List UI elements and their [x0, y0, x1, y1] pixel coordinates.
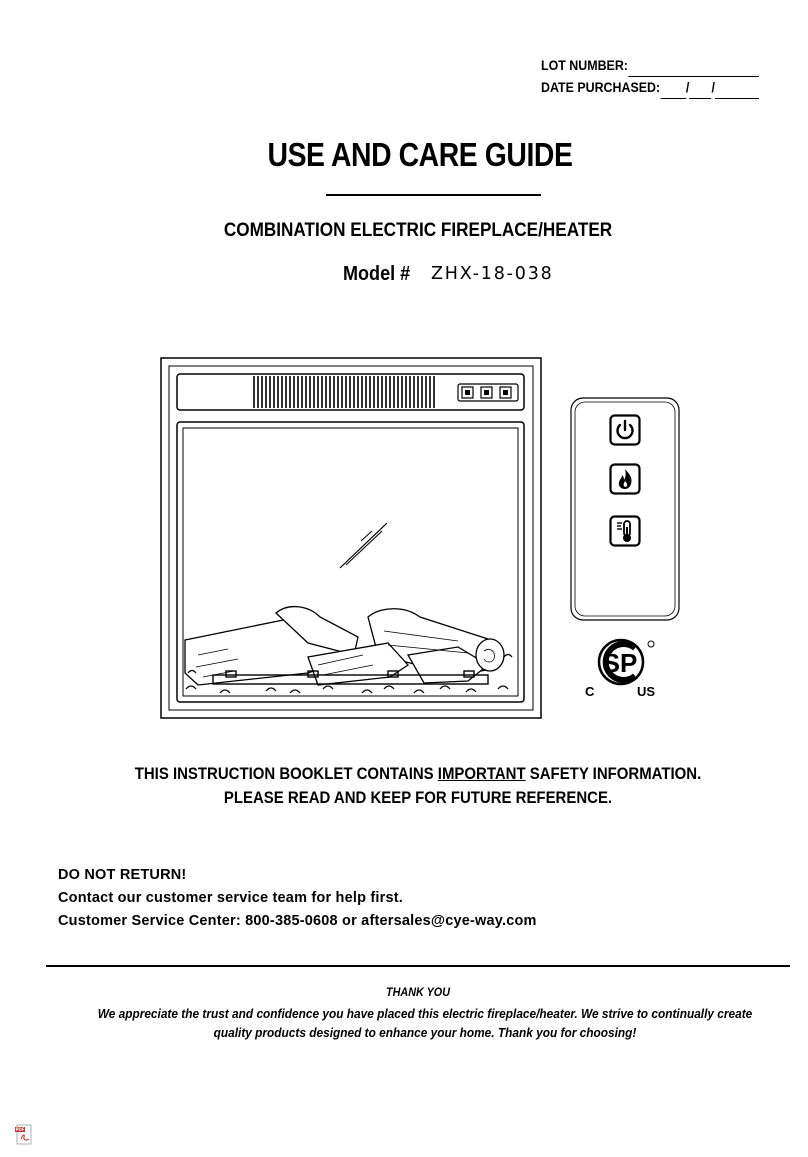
- lot-number-row: [541, 55, 759, 77]
- pdf-icon-label: PDF: [15, 1127, 25, 1132]
- pdf-file-icon: [14, 1124, 34, 1146]
- vent-grille: [254, 376, 434, 408]
- power-icon: [609, 414, 641, 446]
- date-separator: /: [711, 80, 715, 95]
- safety-notice-line-1: [50, 762, 786, 786]
- flame-icon: [609, 463, 641, 495]
- contact-info: [58, 864, 537, 933]
- thank-you-heading: THANK YOU: [385, 985, 451, 999]
- product-subtitle: COMBINATION ELECTRIC FIREPLACE/HEATER: [223, 219, 613, 241]
- remote-control: [569, 396, 681, 624]
- page-title: USE AND CARE GUIDE: [267, 136, 573, 173]
- date-purchased-row: [541, 77, 759, 99]
- customer-service-text: Customer Service Center: 800-385-0608 or aftersales@cye-way.com: [58, 913, 537, 929]
- notice-text: THIS INSTRUCTION BOOKLET CONTAINS: [134, 764, 438, 783]
- model-label: Model #: [343, 262, 411, 285]
- csa-certification-logo: [585, 634, 665, 700]
- fireplace-illustration: [158, 355, 548, 723]
- do-not-return-text: DO NOT RETURN!: [58, 867, 187, 883]
- log-set: [185, 607, 504, 685]
- date-purchased-label: DATE PURCHASED:: [541, 80, 661, 95]
- csa-left-label: C: [585, 684, 595, 699]
- thermometer-icon: [609, 515, 641, 547]
- contact-team-text: Contact our customer service team for help first.: [58, 890, 403, 906]
- csa-mark-text: SP: [602, 648, 638, 678]
- notice-emphasis: IMPORTANT: [437, 764, 526, 783]
- csa-right-label: US: [637, 684, 656, 699]
- notice-text: SAFETY INFORMATION.: [525, 764, 702, 783]
- thank-you-message: We appreciate the trust and confidence you have placed this electric fireplace/heater. We strive to continually create quality products designed to enhance your home. Thank you for choosing!: [97, 1006, 753, 1040]
- date-day-blank: [689, 84, 711, 99]
- title-divider: [326, 194, 541, 196]
- safety-notice: [50, 762, 786, 810]
- section-divider: [46, 965, 790, 967]
- model-number: ZHX-18-038: [431, 264, 554, 284]
- date-month-blank: [660, 84, 686, 99]
- lot-info: [541, 55, 759, 99]
- lot-number-blank: [628, 62, 759, 77]
- date-year-blank: [715, 84, 759, 99]
- date-separator: /: [685, 80, 690, 95]
- safety-notice-line-2: PLEASE READ AND KEEP FOR FUTURE REFERENCE.: [223, 788, 613, 807]
- lot-number-label: LOT NUMBER:: [541, 58, 628, 73]
